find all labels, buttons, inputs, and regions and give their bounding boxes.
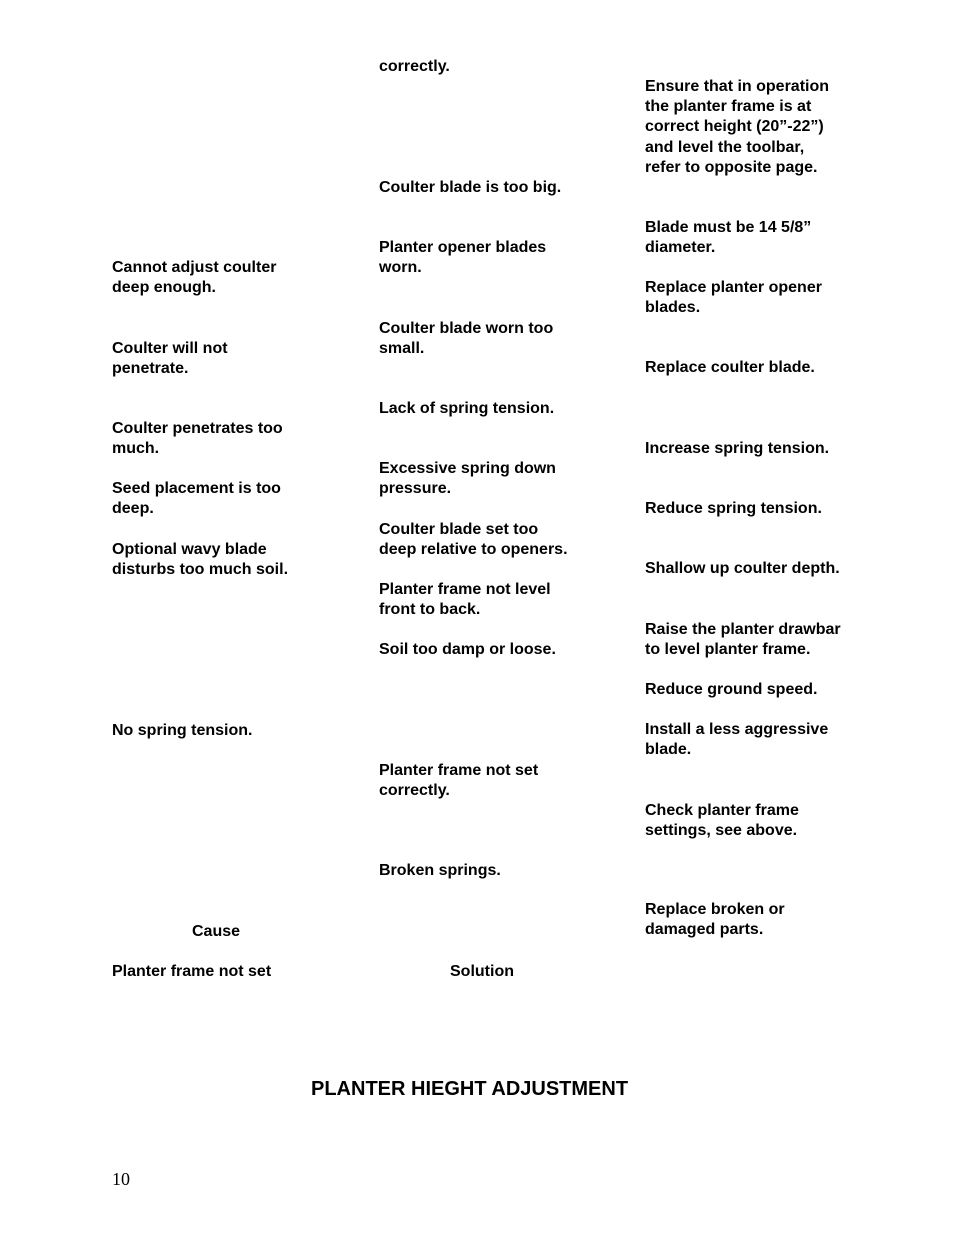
solution-text-line: Reduce spring tension. (645, 500, 822, 517)
problem-text-line: Optional wavy blade (112, 541, 267, 558)
solution-text-line: Ensure that in operation (645, 78, 830, 95)
problem-text-line: disturbs too much soil. (112, 561, 289, 578)
solution-text-line: Increase spring tension. (645, 440, 830, 457)
solution-text-line: Blade must be 14 5/8” (645, 219, 812, 236)
problem-text-line: Seed placement is too (112, 480, 281, 497)
cause-text-line: correctly. (379, 782, 450, 799)
problem-text-line: deep enough. (112, 279, 216, 296)
cause-text-line: worn. (379, 259, 422, 276)
solution-text-line: diameter. (645, 239, 716, 256)
problem-text-line: much. (112, 440, 160, 457)
problem-text-line: Coulter penetrates too (112, 420, 283, 437)
problem-text-line: No spring tension. (112, 722, 253, 739)
solution-text-line: Shallow up coulter depth. (645, 560, 840, 577)
solution-text-line: Replace coulter blade. (645, 359, 815, 376)
solution-text-line: Check planter frame (645, 802, 799, 819)
cause-text-line: Coulter blade set too (379, 521, 539, 538)
problem-text-line: Cannot adjust coulter (112, 259, 277, 276)
solution-text-line: the planter frame is at (645, 98, 812, 115)
cause-text-line: correctly. (379, 58, 450, 75)
cause-text-line: small. (379, 340, 425, 357)
solution-text-line: Raise the planter drawbar (645, 621, 841, 638)
solution-text-line: Install a less aggressive (645, 721, 829, 738)
cause-text-line: Coulter blade worn too (379, 320, 554, 337)
cause-text-line: Broken springs. (379, 862, 501, 879)
cause-header: Cause (192, 923, 241, 940)
solution-text-line: Replace planter opener (645, 279, 822, 296)
solution-text-line: blade. (645, 741, 692, 758)
solution-text-line: damaged parts. (645, 921, 764, 938)
solution-text-line: blades. (645, 299, 701, 316)
problem-text-line: penetrate. (112, 360, 189, 377)
solution-text-line: settings, see above. (645, 822, 798, 839)
cause-text-line: Planter frame not set (379, 762, 539, 779)
cause-text-line: pressure. (379, 480, 452, 497)
solution-header: Solution (450, 963, 514, 980)
solution-text-line: Replace broken or (645, 901, 785, 918)
solution-text-line: and level the toolbar, (645, 139, 805, 156)
cause-text-line: Soil too damp or loose. (379, 641, 556, 658)
cause-text-line: Planter frame not level (379, 581, 551, 598)
cause-text-line: Planter opener blades (379, 239, 547, 256)
cause-text-line: deep relative to openers. (379, 541, 568, 558)
solution-text-line: refer to opposite page. (645, 159, 818, 176)
solution-text-line: to level planter frame. (645, 641, 811, 658)
problem-text-line: deep. (112, 500, 154, 517)
solution-text-line: Reduce ground speed. (645, 681, 818, 698)
solution-text-line: correct height (20”-22”) (645, 118, 824, 135)
cause-text-line: front to back. (379, 601, 481, 618)
problem-text-line: Planter frame not set (112, 963, 272, 980)
page-number: 10 (112, 1169, 130, 1189)
cause-text-line: Coulter blade is too big. (379, 179, 562, 196)
cause-text-line: Excessive spring down (379, 460, 556, 477)
cause-text-line: Lack of spring tension. (379, 400, 555, 417)
section-title: PLANTER HIEGHT ADJUSTMENT (311, 1078, 629, 1100)
problem-text-line: Coulter will not (112, 340, 228, 357)
